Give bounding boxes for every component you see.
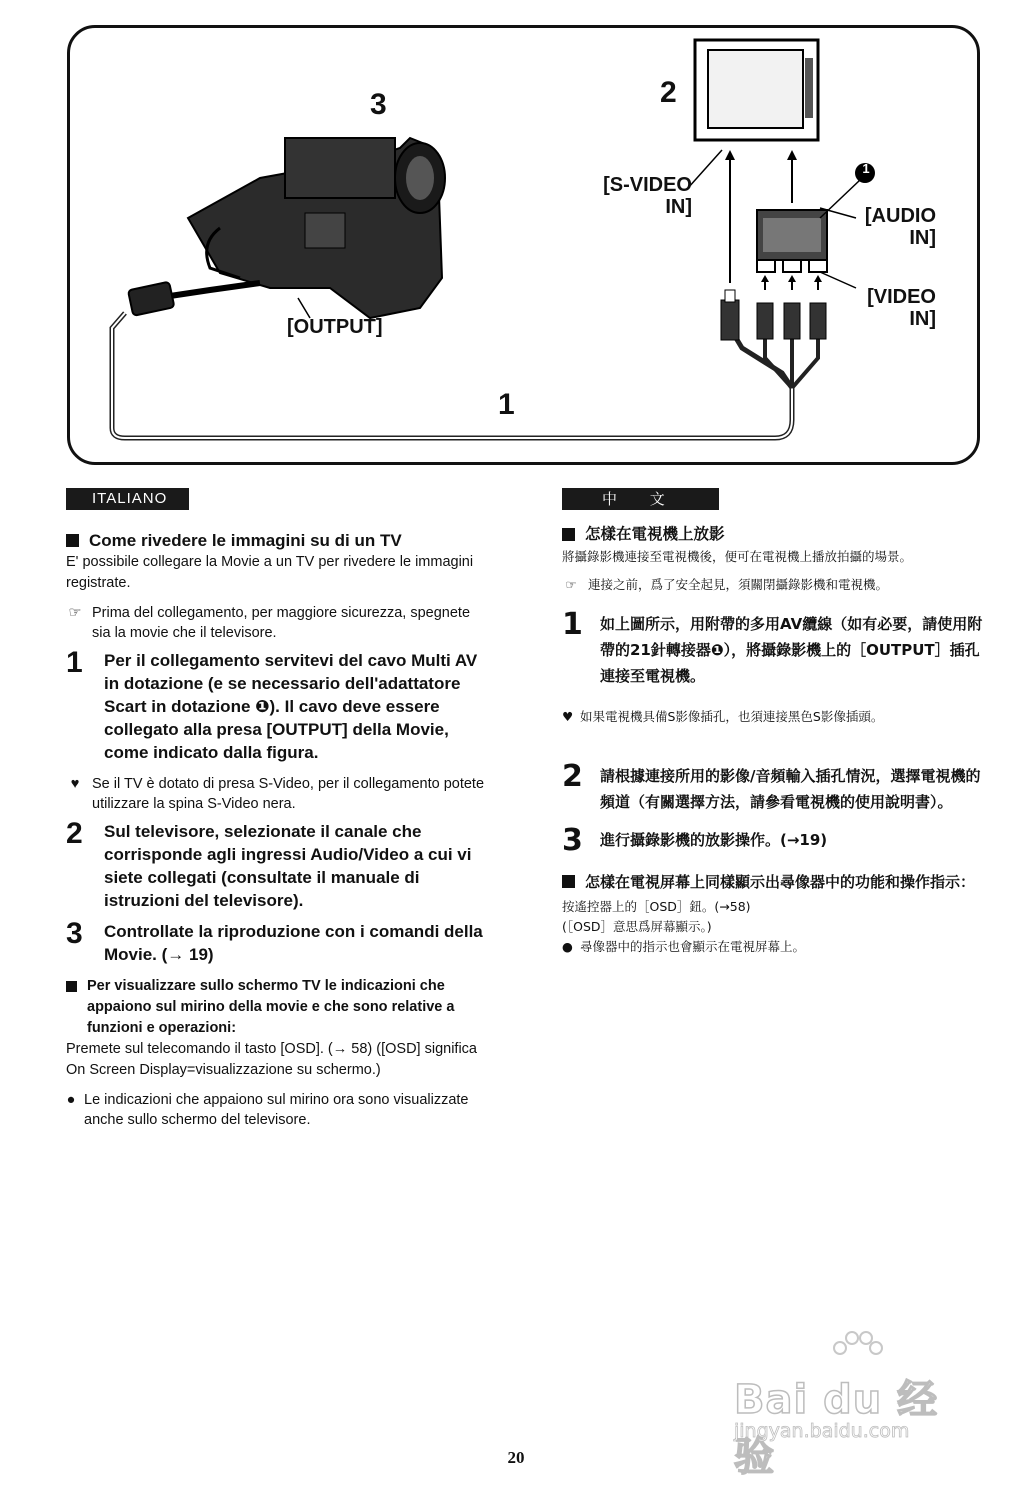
osd-heading: 怎樣在電視屏幕上同樣顯示出尋像器中的功能和操作指示： <box>562 871 987 893</box>
television-illustration <box>695 40 818 140</box>
osd-note: ● 尋像器中的指示也會顯示在電視屏幕上。 <box>562 937 987 957</box>
bullet-square-icon <box>66 534 79 547</box>
hand-pointer-icon: ☞ <box>565 577 577 592</box>
page-number: 20 <box>507 1448 525 1467</box>
step-2: 2 Sul televisore, selezionate il canale che corrisponde agli ingressi Audio/Video a cui vi siete collegati (consultate il manuale di istruzioni del televisore). <box>66 817 472 910</box>
connection-diagram-drawing <box>70 28 983 468</box>
step-1: 1 Per il collegamento servitevi del cavo Multi AV in dotazione (e se necessario dell'adattatore Scart in dotazione ❶). Il cavo deve essere collegato alla presa [OUTPUT] della Movie, come indicato dalla figura. <box>66 646 478 762</box>
label-video-in: [VIDEO IN] <box>867 286 936 330</box>
adapter-marker: 1 <box>862 161 870 176</box>
language-tab-italiano: ITALIANO <box>66 488 189 510</box>
step-3: 3 進行攝錄影機的放影操作。(→19) <box>562 823 828 858</box>
bullet-square-icon <box>562 875 575 888</box>
osd-text: Premete sul telecomando il tasto [OSD]. (→ 58) ([OSD] significa On Screen Display=visualizzazione su schermo.) <box>66 1041 477 1078</box>
language-tab-chinese: 中 文 <box>562 488 719 510</box>
bullet-square-icon <box>562 528 575 541</box>
camcorder-illustration <box>128 138 445 318</box>
label-svideo-in: [S-VIDEO IN] <box>603 174 692 218</box>
osd-heading: Per visualizzare sullo schermo TV le indicazioni che appaiono sul mirino della movie e che sono relative a funzioni e operazioni: <box>66 976 486 1039</box>
osd-text-2: (［OSD］意思爲屏幕顯示。) <box>562 919 712 934</box>
label-cable-number: 1 <box>498 388 515 421</box>
heart-bullet-icon: ♥ <box>562 709 574 724</box>
svideo-note: ♥ 如果電視機具備S影像插孔，也須連接黑色S影像插頭。 <box>562 707 987 727</box>
caution-note: ☞ 連接之前，爲了安全起見，須關閉攝錄影機和電視機。 <box>562 575 987 595</box>
label-tv-number: 2 <box>660 76 677 109</box>
label-camera-number: 3 <box>370 88 387 121</box>
watermark-url: jingyan.baidu.com <box>734 1420 910 1442</box>
hand-pointer-icon: ☞ <box>68 605 82 621</box>
rca-plugs <box>757 275 826 339</box>
step-1: 1 如上圖所示，用附帶的多用AV纜線（如有必要，請使用附帶的21針轉接器❶），將攝錄影機上的［OUTPUT］插孔連接至電視機。 <box>562 607 983 685</box>
caution-note: ☞ Prima del collegamento, per maggiore sicurezza, spegnete sia la movie che il televisore. <box>66 603 486 643</box>
av-cable <box>112 313 792 438</box>
section-heading: Come rivedere le immagini su di un TV <box>66 530 486 551</box>
step-2: 2 請根據連接所用的影像/音頻輸入插孔情況，選擇電視機的頻道（有關選擇方法，請參看電視機的使用說明書）。 <box>562 759 981 811</box>
chinese-section <box>562 488 987 957</box>
watermark-brand: Bai du 经验 <box>734 1377 939 1480</box>
paw-logo-icon <box>826 1330 886 1370</box>
osd-text-1: 按遙控器上的［OSD］鈕。(→58) <box>562 899 751 914</box>
step-3: 3 Controllate la riproduzione con i comandi della Movie. (→ 19) <box>66 917 483 964</box>
dot-bullet-icon: ● <box>66 1092 76 1108</box>
italian-section <box>66 488 486 1130</box>
heart-bullet-icon: ♥ <box>70 776 80 792</box>
dot-bullet-icon: ● <box>562 939 573 954</box>
label-output: [OUTPUT] <box>287 316 383 338</box>
baidu-watermark <box>734 1330 974 1480</box>
label-audio-in: [AUDIO IN] <box>864 205 936 249</box>
intro-text: 將攝錄影機連接至電視機後，便可在電視機上播放拍攝的場景。 <box>562 549 913 564</box>
section-heading: 怎樣在電視機上放影 <box>562 524 987 545</box>
svideo-plug <box>721 290 739 340</box>
bullet-square-icon <box>66 981 77 992</box>
osd-note: ● Le indicazioni che appaiono sul mirino ora sono visualizzate anche sullo schermo del televisore. <box>66 1092 469 1128</box>
connection-diagram <box>67 25 980 465</box>
svideo-note: ♥ Se il TV è dotato di presa S-Video, per il collegamento potete utilizzare la spina S-Video nera. <box>66 774 486 814</box>
scart-adapter <box>757 210 827 272</box>
intro-text: E' possibile collegare la Movie a un TV per rivedere le immagini registrate. <box>66 554 474 591</box>
